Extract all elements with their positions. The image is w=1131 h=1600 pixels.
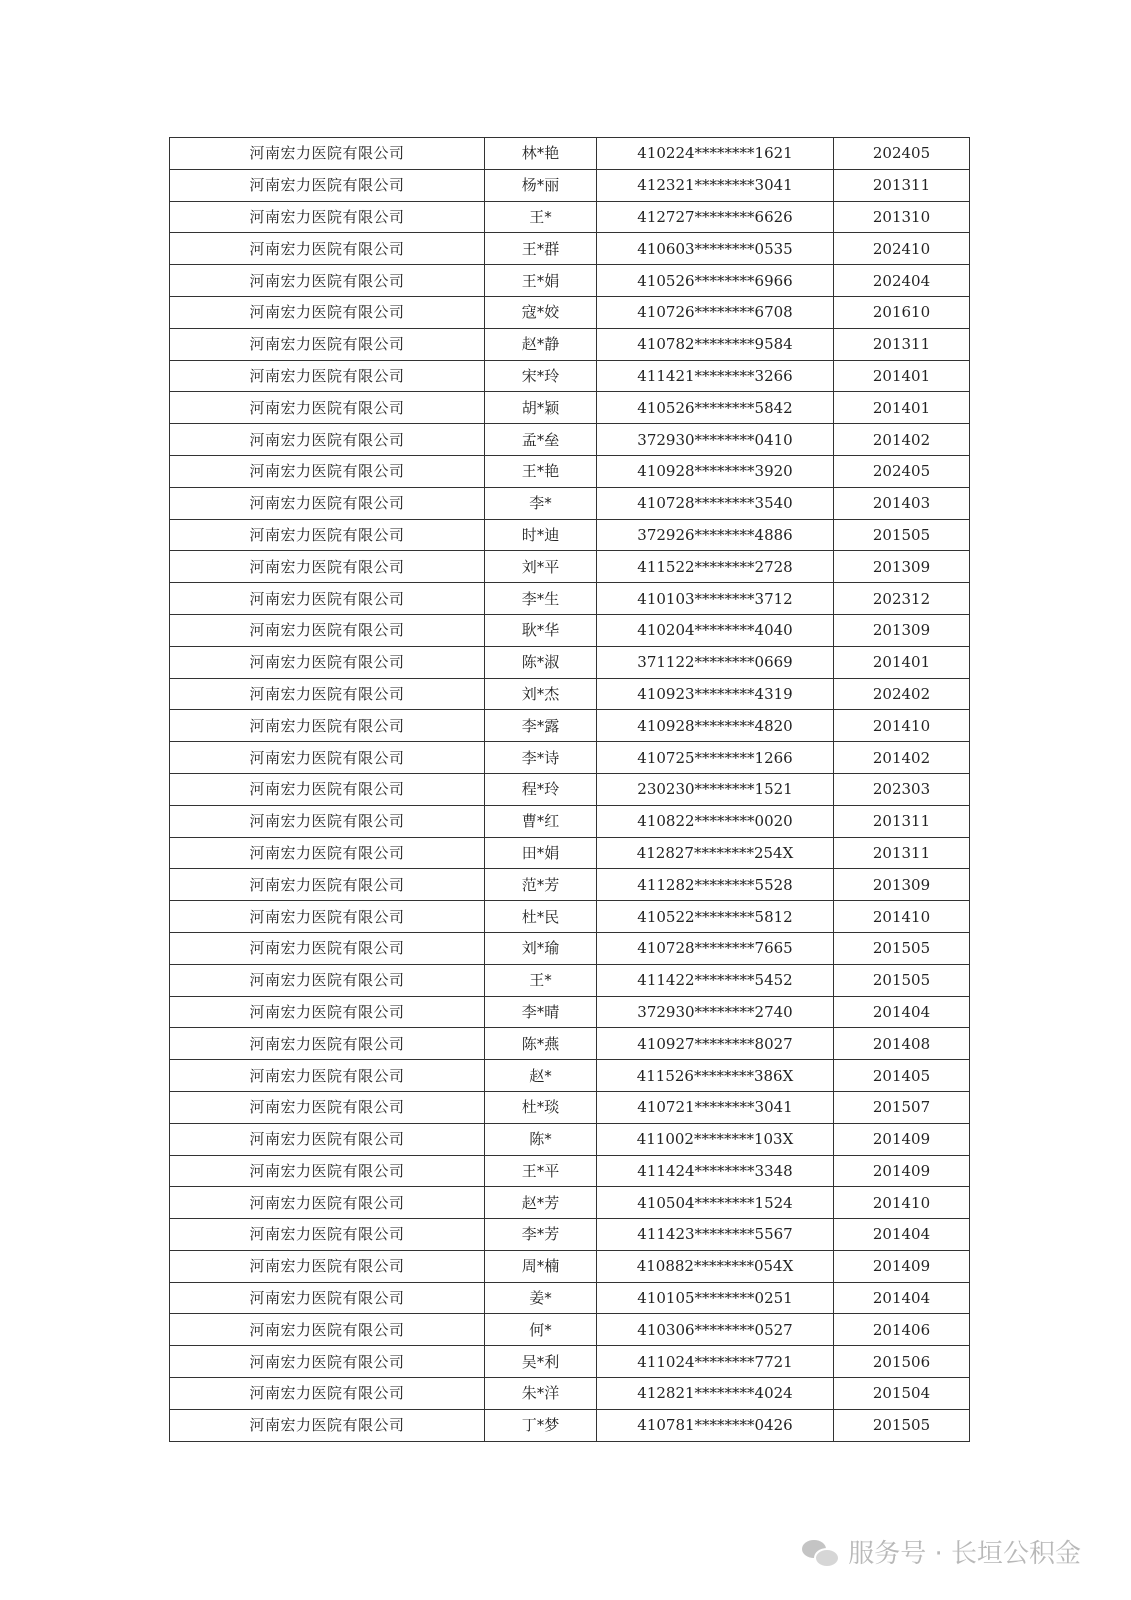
name-cell: 王*娟 [485, 265, 597, 297]
month-cell: 201409 [834, 1250, 970, 1282]
name-cell: 李*晴 [485, 996, 597, 1028]
name-cell: 宋*玲 [485, 360, 597, 392]
table-row [170, 551, 970, 583]
month-cell: 201410 [834, 710, 970, 742]
company-cell: 河南宏力医院有限公司 [170, 678, 485, 710]
month-cell: 201410 [834, 901, 970, 933]
company-cell: 河南宏力医院有限公司 [170, 265, 485, 297]
id-number-cell: 410822********0020 [597, 805, 834, 837]
company-cell: 河南宏力医院有限公司 [170, 742, 485, 774]
company-cell: 河南宏力医院有限公司 [170, 932, 485, 964]
wechat-icon [802, 1538, 838, 1566]
table-row [170, 1091, 970, 1123]
id-number-cell: 411423********5567 [597, 1219, 834, 1251]
table-row [170, 392, 970, 424]
name-cell: 周*楠 [485, 1250, 597, 1282]
id-number-cell: 411421********3266 [597, 360, 834, 392]
table-row [170, 964, 970, 996]
name-cell: 赵*静 [485, 328, 597, 360]
table-row [170, 583, 970, 615]
month-cell: 201309 [834, 869, 970, 901]
table-row [170, 646, 970, 678]
company-cell: 河南宏力医院有限公司 [170, 1187, 485, 1219]
month-cell: 201401 [834, 646, 970, 678]
table-row [170, 519, 970, 551]
month-cell: 201404 [834, 1219, 970, 1251]
month-cell: 201406 [834, 1314, 970, 1346]
id-number-cell: 410504********1524 [597, 1187, 834, 1219]
month-cell: 201311 [834, 805, 970, 837]
data-table-container [169, 137, 970, 1442]
name-cell: 范*芳 [485, 869, 597, 901]
id-number-cell: 372926********4886 [597, 519, 834, 551]
table-row [170, 169, 970, 201]
company-cell: 河南宏力医院有限公司 [170, 233, 485, 265]
watermark [802, 1533, 1081, 1570]
name-cell: 杜*琰 [485, 1091, 597, 1123]
table-row [170, 328, 970, 360]
id-number-cell: 411424********3348 [597, 1155, 834, 1187]
id-number-cell: 410728********3540 [597, 487, 834, 519]
table-row [170, 138, 970, 170]
table-row [170, 1282, 970, 1314]
table-row [170, 1378, 970, 1410]
id-number-cell: 412827********254X [597, 837, 834, 869]
name-cell: 杜*民 [485, 901, 597, 933]
name-cell: 陈*淑 [485, 646, 597, 678]
table-row [170, 742, 970, 774]
id-number-cell: 410928********4820 [597, 710, 834, 742]
month-cell: 202410 [834, 233, 970, 265]
id-number-cell: 411422********5452 [597, 964, 834, 996]
table-row [170, 233, 970, 265]
id-number-cell: 410782********9584 [597, 328, 834, 360]
month-cell: 201401 [834, 392, 970, 424]
month-cell: 201311 [834, 328, 970, 360]
company-cell: 河南宏力医院有限公司 [170, 455, 485, 487]
name-cell: 王*艳 [485, 455, 597, 487]
name-cell: 李* [485, 487, 597, 519]
name-cell: 程*玲 [485, 773, 597, 805]
table-body [170, 138, 970, 1442]
name-cell: 吴*利 [485, 1346, 597, 1378]
company-cell: 河南宏力医院有限公司 [170, 901, 485, 933]
month-cell: 201405 [834, 1060, 970, 1092]
company-cell: 河南宏力医院有限公司 [170, 138, 485, 170]
id-number-cell: 410306********0527 [597, 1314, 834, 1346]
month-cell: 202402 [834, 678, 970, 710]
month-cell: 201403 [834, 487, 970, 519]
name-cell: 姜* [485, 1282, 597, 1314]
month-cell: 201506 [834, 1346, 970, 1378]
company-cell: 河南宏力医院有限公司 [170, 964, 485, 996]
month-cell: 201409 [834, 1155, 970, 1187]
id-number-cell: 410728********7665 [597, 932, 834, 964]
id-number-cell: 410204********4040 [597, 614, 834, 646]
month-cell: 201309 [834, 551, 970, 583]
name-cell: 曹*红 [485, 805, 597, 837]
month-cell: 201311 [834, 169, 970, 201]
table-row [170, 265, 970, 297]
month-cell: 202312 [834, 583, 970, 615]
table-row [170, 1187, 970, 1219]
company-cell: 河南宏力医院有限公司 [170, 1346, 485, 1378]
name-cell: 时*迪 [485, 519, 597, 551]
month-cell: 202404 [834, 265, 970, 297]
company-cell: 河南宏力医院有限公司 [170, 773, 485, 805]
id-number-cell: 410603********0535 [597, 233, 834, 265]
table-row [170, 487, 970, 519]
company-cell: 河南宏力医院有限公司 [170, 614, 485, 646]
name-cell: 王* [485, 201, 597, 233]
company-cell: 河南宏力医院有限公司 [170, 1123, 485, 1155]
id-number-cell: 412321********3041 [597, 169, 834, 201]
company-cell: 河南宏力医院有限公司 [170, 1250, 485, 1282]
id-number-cell: 411024********7721 [597, 1346, 834, 1378]
watermark-text: 服务号 · 长垣公积金 [848, 1539, 1081, 1569]
company-cell: 河南宏力医院有限公司 [170, 1155, 485, 1187]
name-cell: 田*娟 [485, 837, 597, 869]
company-cell: 河南宏力医院有限公司 [170, 1314, 485, 1346]
month-cell: 201505 [834, 964, 970, 996]
table-row [170, 932, 970, 964]
id-number-cell: 411522********2728 [597, 551, 834, 583]
table-row [170, 1250, 970, 1282]
company-cell: 河南宏力医院有限公司 [170, 1219, 485, 1251]
company-cell: 河南宏力医院有限公司 [170, 519, 485, 551]
company-cell: 河南宏力医院有限公司 [170, 1060, 485, 1092]
month-cell: 201402 [834, 424, 970, 456]
month-cell: 202303 [834, 773, 970, 805]
table-row [170, 201, 970, 233]
company-cell: 河南宏力医院有限公司 [170, 805, 485, 837]
company-cell: 河南宏力医院有限公司 [170, 1409, 485, 1441]
id-number-cell: 410522********5812 [597, 901, 834, 933]
id-number-cell: 410923********4319 [597, 678, 834, 710]
month-cell: 201610 [834, 296, 970, 328]
id-number-cell: 410526********5842 [597, 392, 834, 424]
name-cell: 王*平 [485, 1155, 597, 1187]
company-cell: 河南宏力医院有限公司 [170, 296, 485, 328]
name-cell: 丁*梦 [485, 1409, 597, 1441]
month-cell: 201505 [834, 1409, 970, 1441]
name-cell: 陈*燕 [485, 1028, 597, 1060]
table-row [170, 360, 970, 392]
name-cell: 刘*杰 [485, 678, 597, 710]
name-cell: 刘*平 [485, 551, 597, 583]
id-number-cell: 410927********8027 [597, 1028, 834, 1060]
name-cell: 陈* [485, 1123, 597, 1155]
company-cell: 河南宏力医院有限公司 [170, 583, 485, 615]
id-number-cell: 410781********0426 [597, 1409, 834, 1441]
company-cell: 河南宏力医院有限公司 [170, 169, 485, 201]
id-number-cell: 410526********6966 [597, 265, 834, 297]
month-cell: 201309 [834, 614, 970, 646]
name-cell: 孟*垒 [485, 424, 597, 456]
month-cell: 201409 [834, 1123, 970, 1155]
table-row [170, 1409, 970, 1441]
table-row [170, 1060, 970, 1092]
company-cell: 河南宏力医院有限公司 [170, 1378, 485, 1410]
id-number-cell: 371122********0669 [597, 646, 834, 678]
month-cell: 201505 [834, 519, 970, 551]
id-number-cell: 410721********3041 [597, 1091, 834, 1123]
month-cell: 201311 [834, 837, 970, 869]
month-cell: 201408 [834, 1028, 970, 1060]
name-cell: 杨*丽 [485, 169, 597, 201]
table-row [170, 837, 970, 869]
id-number-cell: 411526********386X [597, 1060, 834, 1092]
company-cell: 河南宏力医院有限公司 [170, 328, 485, 360]
name-cell: 李*诗 [485, 742, 597, 774]
company-cell: 河南宏力医院有限公司 [170, 551, 485, 583]
month-cell: 201410 [834, 1187, 970, 1219]
table-row [170, 455, 970, 487]
table-row [170, 805, 970, 837]
id-number-cell: 410726********6708 [597, 296, 834, 328]
month-cell: 201404 [834, 996, 970, 1028]
company-cell: 河南宏力医院有限公司 [170, 710, 485, 742]
table-row [170, 996, 970, 1028]
name-cell: 耿*华 [485, 614, 597, 646]
table-row [170, 1028, 970, 1060]
table-row [170, 773, 970, 805]
table-row [170, 1155, 970, 1187]
table-row [170, 296, 970, 328]
month-cell: 201310 [834, 201, 970, 233]
table-row [170, 614, 970, 646]
company-cell: 河南宏力医院有限公司 [170, 1091, 485, 1123]
table-row [170, 710, 970, 742]
name-cell: 王*群 [485, 233, 597, 265]
table-row [170, 1314, 970, 1346]
month-cell: 201504 [834, 1378, 970, 1410]
id-number-cell: 372930********2740 [597, 996, 834, 1028]
name-cell: 朱*洋 [485, 1378, 597, 1410]
id-number-cell: 410928********3920 [597, 455, 834, 487]
name-cell: 李*露 [485, 710, 597, 742]
table-row [170, 1123, 970, 1155]
id-number-cell: 372930********0410 [597, 424, 834, 456]
month-cell: 201401 [834, 360, 970, 392]
table-row [170, 678, 970, 710]
id-number-cell: 411002********103X [597, 1123, 834, 1155]
name-cell: 李*芳 [485, 1219, 597, 1251]
id-number-cell: 412727********6626 [597, 201, 834, 233]
month-cell: 201404 [834, 1282, 970, 1314]
id-number-cell: 410103********3712 [597, 583, 834, 615]
id-number-cell: 410224********1621 [597, 138, 834, 170]
member-table [169, 137, 970, 1442]
id-number-cell: 410725********1266 [597, 742, 834, 774]
table-row [170, 901, 970, 933]
name-cell: 何* [485, 1314, 597, 1346]
id-number-cell: 412821********4024 [597, 1378, 834, 1410]
month-cell: 202405 [834, 455, 970, 487]
id-number-cell: 411282********5528 [597, 869, 834, 901]
name-cell: 刘*瑜 [485, 932, 597, 964]
table-row [170, 869, 970, 901]
company-cell: 河南宏力医院有限公司 [170, 1028, 485, 1060]
name-cell: 赵*芳 [485, 1187, 597, 1219]
table-row [170, 1219, 970, 1251]
company-cell: 河南宏力医院有限公司 [170, 646, 485, 678]
name-cell: 林*艳 [485, 138, 597, 170]
company-cell: 河南宏力医院有限公司 [170, 360, 485, 392]
company-cell: 河南宏力医院有限公司 [170, 869, 485, 901]
id-number-cell: 410105********0251 [597, 1282, 834, 1314]
name-cell: 王* [485, 964, 597, 996]
id-number-cell: 230230********1521 [597, 773, 834, 805]
month-cell: 201507 [834, 1091, 970, 1123]
company-cell: 河南宏力医院有限公司 [170, 424, 485, 456]
company-cell: 河南宏力医院有限公司 [170, 201, 485, 233]
company-cell: 河南宏力医院有限公司 [170, 837, 485, 869]
name-cell: 李*生 [485, 583, 597, 615]
company-cell: 河南宏力医院有限公司 [170, 996, 485, 1028]
name-cell: 胡*颖 [485, 392, 597, 424]
company-cell: 河南宏力医院有限公司 [170, 392, 485, 424]
month-cell: 201505 [834, 932, 970, 964]
name-cell: 寇*姣 [485, 296, 597, 328]
table-row [170, 1346, 970, 1378]
month-cell: 202405 [834, 138, 970, 170]
company-cell: 河南宏力医院有限公司 [170, 487, 485, 519]
month-cell: 201402 [834, 742, 970, 774]
id-number-cell: 410882********054X [597, 1250, 834, 1282]
name-cell: 赵* [485, 1060, 597, 1092]
table-row [170, 424, 970, 456]
company-cell: 河南宏力医院有限公司 [170, 1282, 485, 1314]
